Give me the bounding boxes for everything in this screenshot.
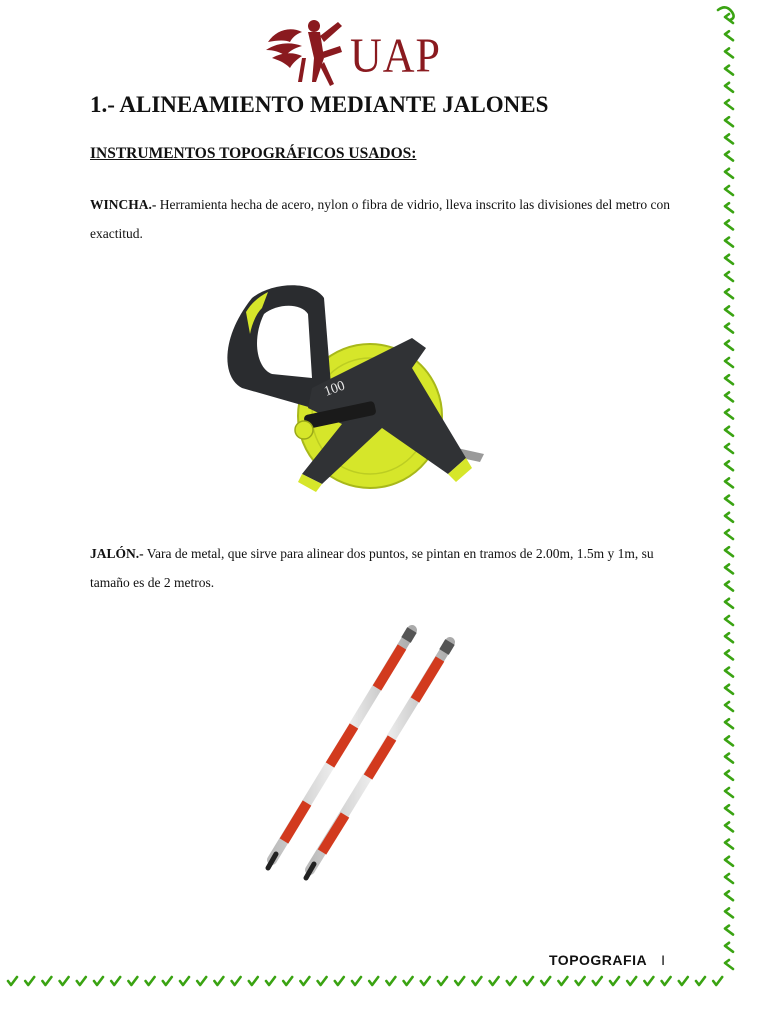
- checkmark-icon: [725, 840, 733, 849]
- checkmark-icon: [146, 977, 155, 985]
- checkmark-icon: [163, 977, 172, 985]
- checkmark-icon: [644, 977, 653, 985]
- checkmark-icon: [352, 977, 361, 985]
- checkmark-icon: [725, 238, 733, 247]
- checkmark-icon: [725, 857, 733, 866]
- checkmark-icon: [725, 83, 733, 92]
- checkmark-icon: [725, 719, 733, 728]
- wincha-description: Herramienta hecha de acero, nylon o fibra de vidrio, lleva inscrito las divisiones del metro con exactitud.: [90, 197, 670, 241]
- checkmark-icon: [725, 117, 733, 126]
- checkmark-icon: [725, 341, 733, 350]
- footer-numeral: I: [661, 952, 666, 968]
- checkmark-icon: [725, 926, 733, 935]
- checkmark-icon: [725, 754, 733, 763]
- checkmark-icon: [593, 977, 602, 985]
- checkmark-icon: [42, 977, 51, 985]
- checkmark-icon: [77, 977, 86, 985]
- checkmark-icon: [725, 616, 733, 625]
- checkmark-icon: [725, 186, 733, 195]
- checkmark-icon: [180, 977, 189, 985]
- checkmark-icon: [725, 48, 733, 57]
- checkmark-icon: [725, 134, 733, 143]
- checkmark-icon: [725, 822, 733, 831]
- footer-course: TOPOGRAFIA: [549, 952, 648, 968]
- checkmark-icon: [725, 100, 733, 109]
- checkmark-icon: [8, 977, 17, 985]
- checkmark-icon: [725, 771, 733, 780]
- checkmark-icon: [283, 977, 292, 985]
- checkmark-icon: [214, 977, 223, 985]
- checkmark-icon: [725, 805, 733, 814]
- checkmark-icon: [725, 255, 733, 264]
- checkmark-icon: [541, 977, 550, 985]
- section-subtitle: INSTRUMENTOS TOPOGRÁFICOS USADOS:: [90, 145, 417, 162]
- checkmark-icon: [455, 977, 464, 985]
- checkmark-icon: [725, 599, 733, 608]
- checkmark-icon: [725, 392, 733, 401]
- checkmark-icon: [725, 874, 733, 883]
- checkmark-icon: [197, 977, 206, 985]
- checkmark-icon: [725, 891, 733, 900]
- checkmark-icon: [725, 289, 733, 298]
- checkmark-icon: [249, 977, 258, 985]
- checkmark-icon: [490, 977, 499, 985]
- checkmark-icon: [725, 496, 733, 505]
- checkmark-icon: [318, 977, 327, 985]
- checkmark-icon: [725, 908, 733, 917]
- checkmark-icon: [266, 977, 275, 985]
- checkmark-icon: [725, 943, 733, 952]
- checkmark-icon: [725, 324, 733, 333]
- jalon-description: Vara de metal, que sirve para alinear dos puntos, se pintan en tramos de 2.00m, 1.5m y 1m, su tamaño es de 2 metros.: [90, 546, 654, 590]
- checkmark-icon: [725, 478, 733, 487]
- checkmark-icon: [369, 977, 378, 985]
- checkmark-icon: [725, 685, 733, 694]
- checkmark-icon: [524, 977, 533, 985]
- checkmark-icon: [627, 977, 636, 985]
- checkmark-icon: [725, 31, 733, 40]
- checkmark-icon: [725, 530, 733, 539]
- checkmark-icon: [725, 66, 733, 75]
- checkmark-icon: [725, 410, 733, 419]
- wincha-term: WINCHA.-: [90, 197, 157, 212]
- checkmark-icon: [725, 582, 733, 591]
- checkmark-icon: [725, 736, 733, 745]
- checkmark-icon: [507, 977, 516, 985]
- jalon-term: JALÓN.-: [90, 546, 144, 561]
- checkmark-icon: [725, 220, 733, 229]
- checkmark-icon: [300, 977, 309, 985]
- checkmark-icon: [421, 977, 430, 985]
- checkmark-icon: [725, 513, 733, 522]
- checkmark-icon: [713, 977, 722, 985]
- checkmark-icon: [404, 977, 413, 985]
- checkmark-icon: [472, 977, 481, 985]
- checkmark-icon: [725, 306, 733, 315]
- checkmark-icon: [725, 960, 733, 969]
- checkmark-icon: [725, 152, 733, 161]
- checkmark-icon: [558, 977, 567, 985]
- checkmark-icon: [576, 977, 585, 985]
- checkmark-icon: [679, 977, 688, 985]
- checkmark-icon: [111, 977, 120, 985]
- checkmark-icon: [610, 977, 619, 985]
- checkmark-icon: [725, 564, 733, 573]
- checkmark-icon: [438, 977, 447, 985]
- checkmark-icon: [725, 668, 733, 677]
- logo-text: UAP: [350, 28, 442, 83]
- checkmark-icon: [335, 977, 344, 985]
- checkmark-icon: [94, 977, 103, 985]
- checkmark-icon: [725, 702, 733, 711]
- checkmark-icon: [725, 358, 733, 367]
- checkmark-icon: [725, 272, 733, 281]
- tape-label: 100: [322, 378, 348, 400]
- checkmark-icon: [725, 444, 733, 453]
- checkmark-icon: [725, 650, 733, 659]
- checkmark-icon: [725, 375, 733, 384]
- checkmark-icon: [662, 977, 671, 985]
- checkmark-icon: [725, 547, 733, 556]
- checkmark-icon: [696, 977, 705, 985]
- checkmark-icon: [725, 203, 733, 212]
- checkmark-icon: [725, 633, 733, 642]
- page-title: 1.- ALINEAMIENTO MEDIANTE JALONES: [90, 92, 549, 117]
- checkmark-icon: [232, 977, 241, 985]
- checkmark-icon: [60, 977, 69, 985]
- checkmark-icon: [725, 461, 733, 470]
- checkmark-icon: [725, 427, 733, 436]
- checkmark-icon: [725, 788, 733, 797]
- checkmark-icon: [725, 169, 733, 178]
- checkmark-icon: [128, 977, 137, 985]
- checkmark-icon: [386, 977, 395, 985]
- checkmark-icon: [25, 977, 34, 985]
